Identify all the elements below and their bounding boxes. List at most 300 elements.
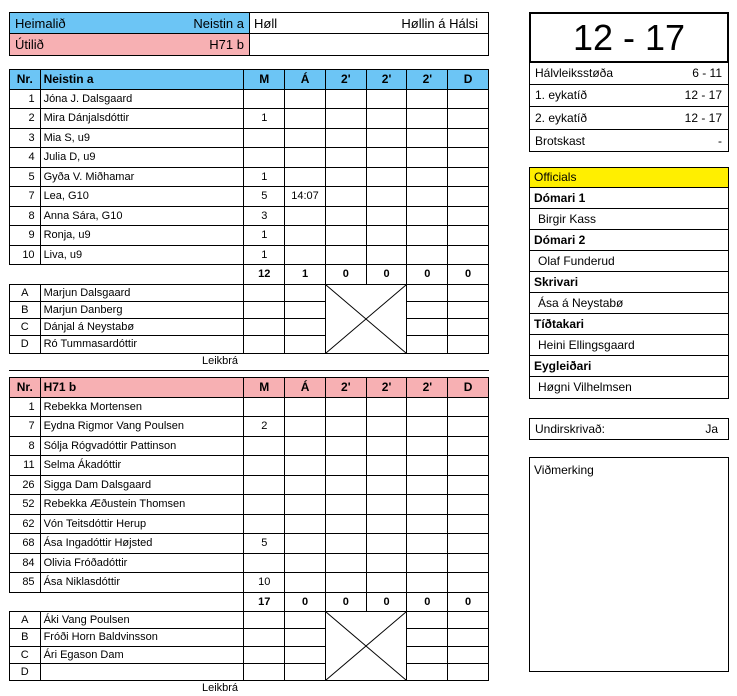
player-goals [244,128,285,148]
player-warning [285,167,326,187]
score-row [530,107,728,130]
player-name: Gyða V. Miðhamar [40,167,244,187]
stat-cell [366,167,407,187]
away-team-cell [10,34,250,55]
player-name: Ronja, u9 [40,226,244,246]
team-official-row [10,336,489,353]
cross-box [325,284,407,353]
stat-cell [366,187,407,207]
official-code: D [10,336,41,353]
stat-cell [448,663,489,680]
player-name: Mia S, u9 [40,128,244,148]
stat-cell [366,226,407,246]
team-official-row [10,663,489,680]
team-official-name: Ári Egason Dam [40,646,244,663]
player-row [10,206,489,226]
leikbra-line [9,370,489,371]
player-warning [285,514,326,534]
score-row-label: 2. eykatíð [535,110,588,125]
score-row-value: 12 - 17 [684,88,722,103]
score-box [529,12,729,152]
col-header: Á [285,378,326,398]
stat-cell [366,436,407,456]
stat-cell [366,475,407,495]
player-nr: 9 [10,226,41,246]
player-row [10,456,489,476]
stat-cell [448,206,489,226]
player-row [10,573,489,593]
player-goals [244,495,285,515]
leikbra-label: Leikbrá [201,682,239,694]
total-value: 0 [366,265,407,285]
official-role: Eygleiðari [530,356,728,377]
total-value: 0 [407,592,448,612]
home-label: Heimalið [15,15,66,31]
totals-row [10,592,489,612]
stat-cell [325,89,366,109]
stat-cell [325,109,366,129]
stat-cell [244,612,285,629]
stat-cell [325,534,366,554]
player-warning [285,573,326,593]
team-official-name: Marjun Dalsgaard [40,284,244,301]
player-warning [285,534,326,554]
stat-cell [366,148,407,168]
venue-cell [250,13,488,33]
official-name: Høgni Vilhelmsen [538,380,632,394]
stat-cell [448,187,489,207]
stat-cell [244,646,285,663]
col-header: 2' [366,378,407,398]
stat-cell [366,128,407,148]
official-code: A [10,284,41,301]
leikbra-label: Leikbrá [201,355,239,367]
player-goals: 3 [244,206,285,226]
total-value: 0 [407,265,448,285]
officials-title: Officials [530,168,728,188]
player-name: Eydna Rigmor Vang Poulsen [40,417,244,437]
stat-cell [325,495,366,515]
player-row [10,475,489,495]
player-nr: 10 [10,245,41,265]
col-header: 2' [325,70,366,90]
cross-box [325,612,407,681]
stat-cell [407,284,448,301]
col-header: 2' [325,378,366,398]
stat-cell [407,301,448,318]
stat-cell [366,417,407,437]
team-official-row [10,319,489,336]
player-name: Anna Sára, G10 [40,206,244,226]
stat-cell [285,319,326,336]
player-row [10,109,489,129]
stat-cell [244,336,285,353]
stat-cell [325,436,366,456]
team-official-name: Marjun Danberg [40,301,244,318]
official-name: Ása á Neystabø [530,293,728,314]
final-score: 12 - 17 [529,12,729,63]
stat-cell [325,128,366,148]
player-goals: 2 [244,417,285,437]
team-official-name [40,663,244,680]
stat-cell [366,456,407,476]
official-role: Skrivari [530,272,728,293]
player-row [10,128,489,148]
total-value: 12 [244,265,285,285]
stat-cell [325,397,366,417]
stat-cell [407,187,448,207]
stat-cell [448,397,489,417]
stat-cell [407,553,448,573]
player-name: Sigga Dam Dalsgaard [40,475,244,495]
away-team-name: H71 b [209,37,244,52]
official-code: B [10,629,41,646]
total-value: 0 [325,265,366,285]
score-row [530,85,728,108]
stat-cell [407,573,448,593]
stat-cell [407,206,448,226]
signed-row [529,418,729,440]
stat-cell [448,417,489,437]
stat-cell [325,573,366,593]
totals-row [10,265,489,285]
stat-cell [448,553,489,573]
player-row [10,534,489,554]
player-row [10,187,489,207]
player-name: Jóna J. Dalsgaard [40,89,244,109]
stat-cell [407,109,448,129]
total-value: 0 [325,592,366,612]
stat-cell [407,226,448,246]
stat-cell [366,245,407,265]
stat-cell [407,534,448,554]
team-name-header: H71 b [40,378,244,398]
col-header: M [244,70,285,90]
player-goals [244,436,285,456]
score-row-value: 12 - 17 [684,110,722,125]
team-name-header: Neistin a [40,70,244,90]
stat-cell [407,89,448,109]
player-goals [244,148,285,168]
stat-cell [407,514,448,534]
col-header: D [448,70,489,90]
home-team-name: Neistin a [193,15,244,31]
score-row-label: 1. eykatíð [535,88,588,103]
player-goals: 1 [244,245,285,265]
stat-cell [285,301,326,318]
player-name: Rebekka Mortensen [40,397,244,417]
remarks-label: Viðmerking [534,463,594,477]
player-nr: 5 [10,167,41,187]
stat-cell [448,226,489,246]
player-name: Rebekka Æðustein Thomsen [40,495,244,515]
stat-cell [366,534,407,554]
official-role: Tíðtakari [530,314,728,335]
player-goals [244,553,285,573]
stat-cell [325,206,366,226]
player-nr: 84 [10,553,41,573]
player-row [10,436,489,456]
signed-value: Ja [705,422,718,436]
stat-cell [366,206,407,226]
stat-cell [285,612,326,629]
stat-cell [407,663,448,680]
player-goals [244,514,285,534]
stat-cell [325,187,366,207]
stat-cell [407,456,448,476]
stat-cell [407,475,448,495]
home-team-table [9,69,489,354]
stat-cell [366,89,407,109]
away-label: Útilið [15,37,44,52]
match-header [9,12,489,56]
stat-cell [448,573,489,593]
player-name: Vón Teitsdóttir Herup [40,514,244,534]
player-name: Mira Dánjalsdóttir [40,109,244,129]
stat-cell [325,456,366,476]
official-role: Dómari 2 [530,230,728,251]
official-code: C [10,319,41,336]
player-goals: 5 [244,187,285,207]
stat-cell [407,417,448,437]
player-warning [285,128,326,148]
player-row [10,226,489,246]
stat-cell [407,319,448,336]
player-row [10,514,489,534]
col-header: 2' [407,70,448,90]
stat-cell [244,319,285,336]
team-official-row [10,301,489,318]
stat-cell [285,336,326,353]
stat-cell [325,475,366,495]
stat-cell [244,301,285,318]
stat-cell [448,646,489,663]
stat-cell [407,148,448,168]
player-goals: 1 [244,109,285,129]
stat-cell [325,226,366,246]
totals-blank [40,265,244,285]
player-name: Ása Niklasdóttir [40,573,244,593]
stat-cell [448,436,489,456]
stat-cell [244,284,285,301]
totals-blank [40,592,244,612]
player-name: Liva, u9 [40,245,244,265]
team-official-row [10,284,489,301]
stat-cell [366,397,407,417]
player-name: Sólja Rógvadóttir Pattinson [40,436,244,456]
score-row-label: Hálvleiksstøða [535,65,614,80]
stat-cell [285,284,326,301]
empty-cell [250,34,488,55]
stat-cell [448,612,489,629]
player-name: Julia D, u9 [40,148,244,168]
total-value: 0 [448,265,489,285]
team-official-name: Ró Tummasardóttir [40,336,244,353]
stat-cell [407,495,448,515]
player-row [10,417,489,437]
player-nr: 62 [10,514,41,534]
player-warning [285,475,326,495]
team-official-row [10,629,489,646]
player-warning [285,495,326,515]
stat-cell [285,629,326,646]
player-goals: 5 [244,534,285,554]
team-official-name: Fróði Horn Baldvinsson [40,629,244,646]
player-name: Selma Ákadóttir [40,456,244,476]
remarks-box [529,457,729,672]
stat-cell [448,495,489,515]
col-header: 2' [407,378,448,398]
stat-cell [448,456,489,476]
stat-cell [448,629,489,646]
stat-cell [448,167,489,187]
player-warning [285,417,326,437]
player-warning [285,397,326,417]
official-name: Heini Ellingsgaard [530,335,728,356]
player-warning [285,226,326,246]
table-header [10,378,489,398]
official-name: Birgir Kass [530,209,728,230]
player-warning [285,436,326,456]
official-code: A [10,612,41,629]
player-goals [244,397,285,417]
away-team-table [9,377,489,681]
player-warning [285,456,326,476]
stat-cell [448,109,489,129]
col-header: 2' [366,70,407,90]
player-name: Lea, G10 [40,187,244,207]
stat-cell [244,629,285,646]
stat-cell [366,495,407,515]
player-nr: 7 [10,417,41,437]
team-official-name: Dánjal á Neystabø [40,319,244,336]
total-value: 0 [285,592,326,612]
player-nr: 2 [10,109,41,129]
player-nr: 1 [10,397,41,417]
cross-mark [326,612,406,680]
total-value: 1 [285,265,326,285]
player-warning [285,148,326,168]
stat-cell [448,148,489,168]
score-row-value: - [718,133,722,148]
player-name: Olivia Fróðadóttir [40,553,244,573]
player-goals [244,456,285,476]
stat-cell [407,128,448,148]
score-row [530,62,728,85]
col-header: D [448,378,489,398]
venue-label: Høll [254,15,278,31]
stat-cell [366,109,407,129]
stat-cell [407,245,448,265]
player-nr: 8 [10,206,41,226]
player-warning [285,245,326,265]
player-goals: 1 [244,167,285,187]
stat-cell [448,245,489,265]
player-goals: 10 [244,573,285,593]
player-nr: 8 [10,436,41,456]
stat-cell [325,514,366,534]
score-row [530,130,728,153]
player-nr: 85 [10,573,41,593]
stat-cell [407,336,448,353]
stat-cell [448,301,489,318]
team-official-name: Áki Vang Poulsen [40,612,244,629]
stat-cell [448,284,489,301]
player-nr: 11 [10,456,41,476]
officials-panel [529,167,729,399]
stat-cell [325,245,366,265]
player-name: Ása Ingadóttir Højsted [40,534,244,554]
stat-cell [407,612,448,629]
stat-cell [407,167,448,187]
stat-cell [366,553,407,573]
stat-cell [325,167,366,187]
player-row [10,148,489,168]
team-official-row [10,612,489,629]
official-name: Olaf Funderud [530,251,728,272]
stat-cell [366,573,407,593]
venue-name: Høllin á Hálsi [401,15,478,31]
col-header: M [244,378,285,398]
stat-cell [285,663,326,680]
stat-cell [448,336,489,353]
totals-blank [10,265,41,285]
stat-cell [407,436,448,456]
player-nr: 1 [10,89,41,109]
player-nr: 3 [10,128,41,148]
col-nr: Nr. [10,70,41,90]
col-header: Á [285,70,326,90]
official-code: B [10,301,41,318]
player-nr: 26 [10,475,41,495]
stat-cell [407,629,448,646]
stat-cell [448,514,489,534]
player-nr: 68 [10,534,41,554]
player-warning [285,553,326,573]
col-nr: Nr. [10,378,41,398]
player-warning [285,206,326,226]
stat-cell [448,128,489,148]
stat-cell [325,553,366,573]
score-row-value: 6 - 11 [692,65,722,80]
team-official-row [10,646,489,663]
stat-cell [366,514,407,534]
player-nr: 7 [10,187,41,207]
stat-cell [244,663,285,680]
stat-cell [448,475,489,495]
score-row-label: Brotskast [535,133,586,148]
stat-cell [325,148,366,168]
player-goals [244,475,285,495]
player-warning: 14:07 [285,187,326,207]
signed-label: Undirskrivað: [535,422,606,436]
totals-blank [10,592,41,612]
player-row [10,495,489,515]
player-warning [285,109,326,129]
stat-cell [407,646,448,663]
total-value: 0 [366,592,407,612]
stat-cell [325,417,366,437]
player-row [10,167,489,187]
total-value: 0 [448,592,489,612]
stat-cell [285,646,326,663]
player-warning [285,89,326,109]
player-goals: 1 [244,226,285,246]
stat-cell [407,397,448,417]
player-row [10,553,489,573]
official-role: Dómari 1 [530,188,728,209]
official-code: C [10,646,41,663]
